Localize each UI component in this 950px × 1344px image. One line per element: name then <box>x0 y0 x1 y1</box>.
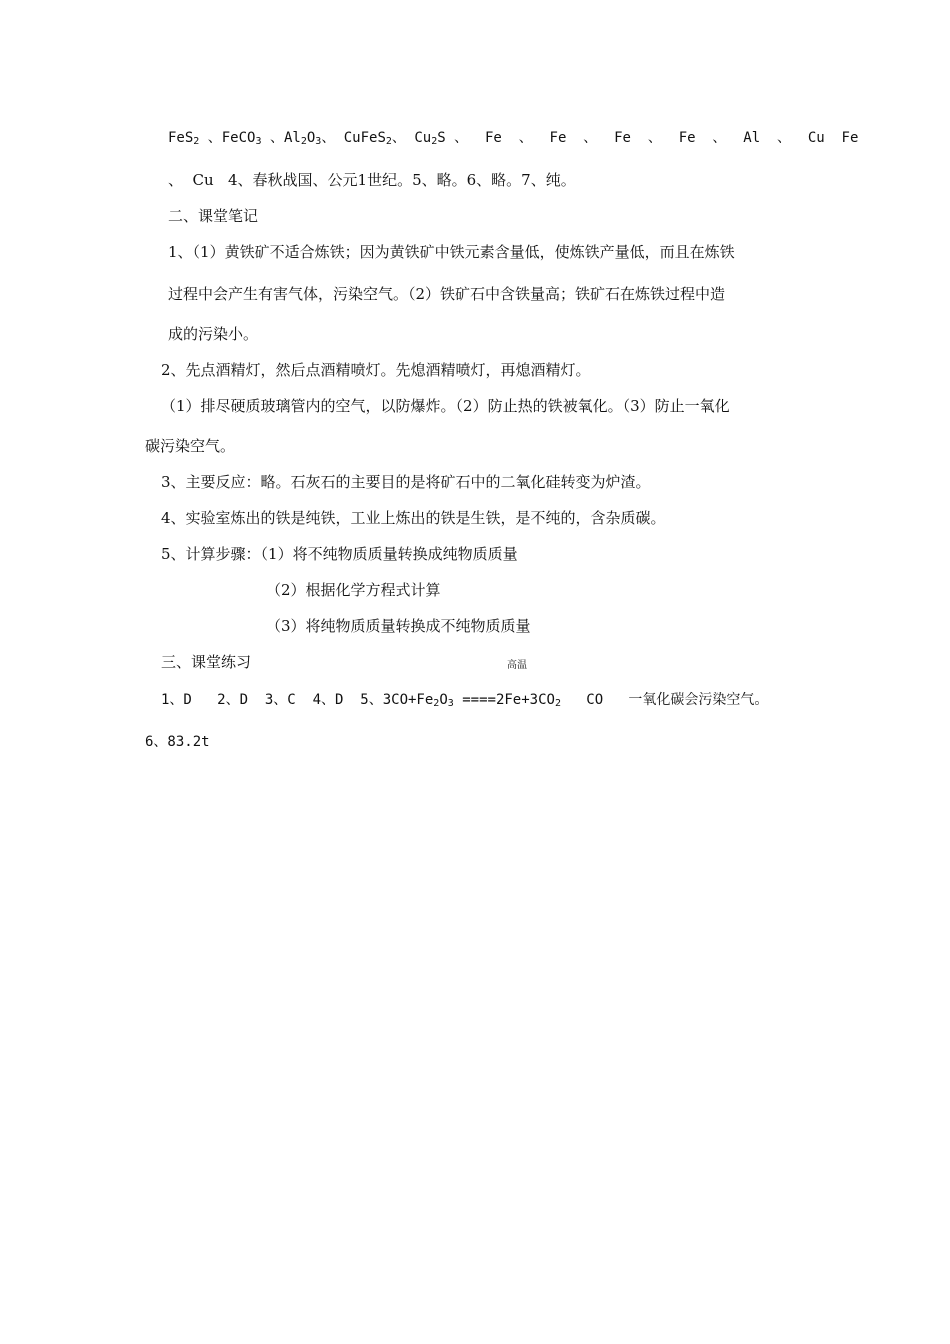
note-2: 2、先点酒精灯，然后点酒精喷灯。先熄酒精喷灯，再熄酒精灯。 <box>161 361 591 379</box>
note-2b-line-1: （1）排尽硬质玻璃管内的空气，以防爆炸。（2）防止热的铁被氧化。（3）防止一氧化 <box>161 397 730 415</box>
reaction-condition-label: 高温 <box>507 660 527 671</box>
answer-line-history: 、 Cu 4、春秋战国、公元1世纪。5、略。6、略。7、纯。 <box>168 171 576 189</box>
formula-text: S <box>437 130 446 146</box>
subscript: 2 <box>431 136 438 147</box>
subscript: 2 <box>385 136 392 147</box>
formula-text: 、 CuFeS <box>321 130 386 146</box>
subscript: 3 <box>315 136 322 147</box>
note-2b-line-2: 碳污染空气。 <box>145 437 236 455</box>
formula-text: O <box>306 130 316 146</box>
answer-line-minerals <box>168 128 858 148</box>
note-5: 5、计算步骤：（1）将不纯物质质量转换成纯物质质量 <box>161 545 518 563</box>
subscript: 3 <box>447 698 454 709</box>
note-5-step-3: （3）将纯物质质量转换成不纯物质质量 <box>266 617 531 635</box>
note-1-line-3: 成的污染小。 <box>168 325 259 343</box>
answer-text: O <box>439 692 448 708</box>
answer-text: ====2Fe+3CO <box>453 692 555 708</box>
answer-text: CO 一氧化碳会污染空气。 <box>560 692 769 708</box>
metal-list: 、 Fe 、 Fe 、 Fe 、 Fe 、 Al 、 Cu Fe <box>445 130 859 146</box>
section-heading-exercises: 三、课堂练习 <box>161 653 252 671</box>
note-1-line-2: 过程中会产生有害气体，污染空气。（2）铁矿石中含铁量高；铁矿石在炼铁过程中造 <box>168 285 726 303</box>
formula-text: FeS <box>168 130 194 146</box>
subscript: 2 <box>300 136 307 147</box>
exercise-answer-6: 6、83.2t <box>145 734 210 750</box>
subscript: 2 <box>554 698 561 709</box>
subscript: 2 <box>433 698 440 709</box>
note-5-step-2: （2）根据化学方程式计算 <box>266 581 441 599</box>
subscript: 3 <box>255 136 262 147</box>
note-3: 3、主要反应：略。石灰石的主要目的是将矿石中的二氧化硅转变为炉渣。 <box>161 473 651 491</box>
exercise-answers <box>161 690 768 710</box>
formula-text: 、 Cu <box>391 130 432 146</box>
answer-text: 1、D 2、D 3、C 4、D 5、3CO+Fe <box>161 692 434 708</box>
formula-text: 、FeCO <box>199 130 256 146</box>
note-4: 4、实验室炼出的铁是纯铁，工业上炼出的铁是生铁，是不纯的，含杂质碳。 <box>161 509 666 527</box>
subscript: 2 <box>193 136 200 147</box>
note-1-line-1: 1、（1）黄铁矿不适合炼铁；因为黄铁矿中铁元素含量低，使炼铁产量低，而且在炼铁 <box>168 243 735 261</box>
section-heading-notes: 二、课堂笔记 <box>168 207 259 225</box>
formula-text: 、Al <box>261 130 301 146</box>
